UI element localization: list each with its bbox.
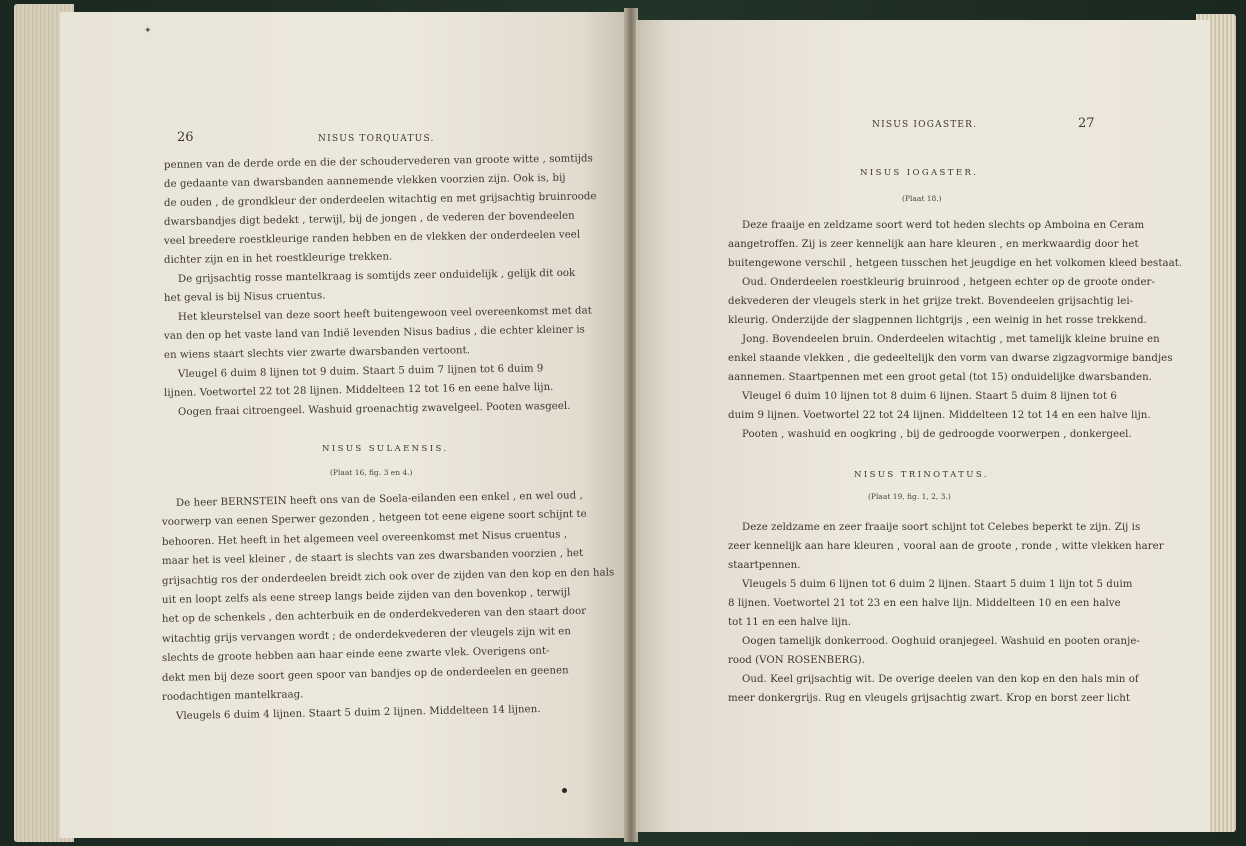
text-line: maar het is veel kleiner , de staart is slechts van zes dwarsbanden voorzien , het (161, 548, 584, 568)
text-line: Oogen fraai citroengeel. Washuid groenachtig zwavelgeel. Pooten wasgeel. (177, 400, 571, 418)
text-line: behooren. Het heeft in het algemeen veel overeenkomst met Nisus cruentus , (161, 529, 568, 548)
text-line: de gedaante van dwarsbanden aannemende vlekken voorzien zijn. Ook is, bij (163, 172, 566, 190)
text-line: rood (VON ROSENBERG). (728, 655, 865, 666)
left-page (60, 12, 626, 838)
text-line: van den op het vaste land van Indië levenden Nisus badius , die echter kleiner is (163, 324, 585, 342)
text-line: Vleugel 6 duim 8 lijnen tot 9 duim. Staart 5 duim 7 lijnen tot 6 duim 9 (177, 363, 544, 380)
right-species2-title: NISUS TRINOTATUS. (854, 470, 989, 480)
text-line: voorwerp van eenen Sperwer gezonden , hetgeen tot eene eigene soort schijnt te (161, 509, 587, 529)
text-line: slechts de groote hebben aan haar einde eene zwarte vlek. Overigens ont- (161, 645, 550, 665)
right-species2-plate: (Plaat 19, fig. 1, 2, 3.) (868, 492, 951, 501)
text-line: Vleugels 6 duim 4 lijnen. Staart 5 duim 2 lijnen. Middelteen 14 lijnen. (175, 704, 541, 723)
text-line: enkel staande vlekken , die gedeeltelijk den vorm van dwarse zigzagvormige bandjes (728, 353, 1173, 364)
text-line: Deze zeldzame en zeer fraaije soort schijnt tot Celebes beperkt te zijn. Zij is (742, 522, 1141, 533)
corner-mark: ✦ (144, 26, 152, 36)
text-line: het geval is bij Nisus cruentus. (163, 290, 326, 304)
text-line: dekt men bij deze soort geen spoor van bandjes op de onderdeelen en geenen (161, 664, 569, 684)
right-species1-title: NISUS IOGASTER. (860, 168, 979, 178)
text-line: De grijsachtig rosse mantelkraag is somtijds zeer onduidelijk , gelijk dit ook (177, 267, 576, 285)
ink-spot (562, 788, 567, 793)
text-line: kleurig. Onderzijde der slagpennen lichtgrijs , een weinig in het rosse trekkend. (728, 315, 1147, 326)
text-line: het op de schenkels , den achterbuik en de onderdekvederen van den staart door (161, 606, 587, 626)
text-line: Oogen tamelijk donkerrood. Ooghuid oranjegeel. Washuid en pooten oranje- (742, 636, 1140, 647)
right-running-head: NISUS IOGASTER. (872, 120, 978, 130)
text-line: lijnen. Voetwortel 22 tot 28 lijnen. Middelteen 12 tot 16 en eene halve lijn. (163, 381, 554, 399)
text-line: grijsachtig ros der onderdeelen breidt zich ook over de zijden van den kop en den hals (161, 566, 615, 587)
text-line: Het kleurstelsel van deze soort heeft buitengewoon veel overeenkomst met dat (177, 305, 592, 323)
text-line: witachtig grijs vervangen wordt ; de onderdekvederen der vleugels zijn wit en (161, 625, 572, 645)
text-line: meer donkergrijs. Rug en vleugels grijsachtig zwart. Krop en borst zeer licht (728, 693, 1130, 704)
text-line: Oud. Keel grijsachtig wit. De overige deelen van den kop en den hals min of (742, 674, 1139, 685)
text-line: aannemen. Staartpennen met een groot getal (tot 15) onduidelijke dwarsbanden. (728, 372, 1152, 383)
text-line: Vleugel 6 duim 10 lijnen tot 8 duim 6 lijnen. Staart 5 duim 8 lijnen tot 6 (742, 391, 1117, 402)
text-line: Vleugels 5 duim 6 lijnen tot 6 duim 2 lijnen. Staart 5 duim 1 lijn tot 5 duim (742, 579, 1133, 590)
left-species-title: NISUS SULAENSIS. (322, 444, 449, 454)
text-line: Jong. Bovendeelen bruin. Onderdeelen witachtig , met tamelijk kleine bruine en (742, 334, 1160, 345)
text-line: Oud. Onderdeelen roestkleurig bruinrood , hetgeen echter op de groote onder- (742, 277, 1155, 288)
text-line: tot 11 en een halve lijn. (728, 617, 852, 628)
right-species1-plate: (Plaat 18.) (902, 194, 942, 203)
text-line: Deze fraaije en zeldzame soort werd tot heden slechts op Amboina en Ceram (742, 220, 1145, 231)
left-species-plate: (Plaat 16, fig. 3 en 4.) (330, 468, 413, 477)
text-line: zeer kennelijk aan hare kleuren , vooral aan de groote , ronde , witte vlekken harer (728, 541, 1164, 552)
text-line: duim 9 lijnen. Voetwortel 22 tot 24 lijnen. Middelteen 12 tot 14 en een halve lijn. (728, 410, 1151, 421)
text-line: buitengewone verschil , hetgeen tusschen het jeugdige en het volkomen kleed bestaat. (728, 258, 1183, 269)
text-line: de ouden , de grondkleur der onderdeelen witachtig en met grijsachtig bruinroode (163, 191, 597, 209)
left-running-head: NISUS TORQUATUS. (318, 134, 435, 144)
text-line: 8 lijnen. Voetwortel 21 tot 23 en een halve lijn. Middelteen 10 en een halve (728, 598, 1121, 609)
text-line: De heer BERNSTEIN heeft ons van de Soela-eilanden een enkel , en wel oud , (175, 490, 583, 509)
text-line: dichter zijn en in het roestkleurige trekken. (163, 251, 393, 266)
text-line: dekvederen der vleugels sterk in het grijze trekt. Bovendeelen grijsachtig lei- (728, 296, 1134, 307)
text-line: pennen van de derde orde en die der schoudervederen van groote witte , somtijds (163, 153, 593, 171)
text-line: dwarsbandjes digt bedekt , terwijl, bij de jongen , de vederen der bovendeelen (163, 210, 575, 228)
text-line: Pooten , washuid en oogkring , bij de gedroogde voorwerpen , donkergeel. (742, 429, 1132, 440)
right-page (636, 20, 1210, 832)
text-line: veel breedere roestkleurige randen hebben en de vlekken der onderdeelen veel (163, 229, 581, 247)
text-line: en wiens staart slechts vier zwarte dwarsbanden vertoont. (163, 345, 471, 361)
text-line: roodachtigen mantelkraag. (161, 689, 304, 703)
left-page-number: 26 (177, 130, 194, 145)
right-page-number: 27 (1078, 116, 1095, 131)
text-line: uit en loopt zelfs als eene streep langs beide zijden van den bovenkop , terwijl (161, 587, 571, 606)
text-line: aangetroffen. Zij is zeer kennelijk aan hare kleuren , en merkwaardig door het (728, 239, 1139, 250)
text-line: staartpennen. (728, 560, 801, 571)
